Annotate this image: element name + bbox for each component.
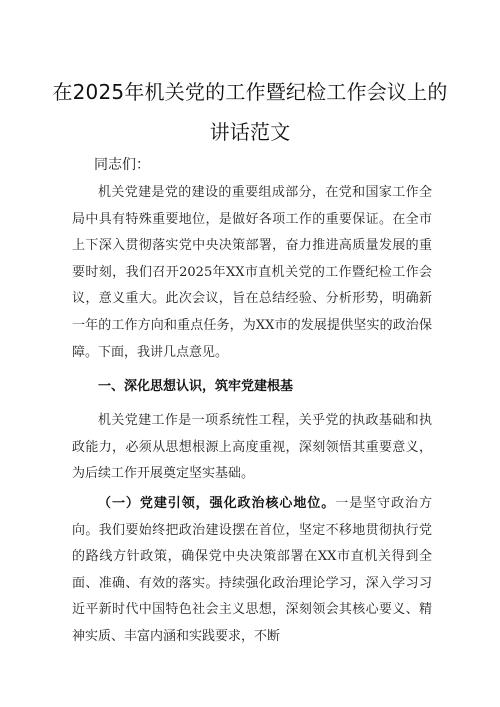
paragraph-subsection-1 <box>72 491 432 651</box>
paragraph-section-1: 机关党建工作是一项系统性工程，关乎党的执政基础和执政能力，必须从思想根源上高度重视，深刻领悟其重要意义，为后续工作开展奠定坚实基础。 <box>72 413 432 482</box>
document-title-line-2: 讲话范文 <box>209 120 291 144</box>
paragraph-intro: 机关党建是党的建设的重要组成部分，在党和国家工作全局中具有特殊重要地位，是做好各项工作的重要保证。在全市上下深入贯彻落实党中央决策部署，奋力推进高质量发展的重要时刻，我们召开2025年XX市直机关党的工作暨纪检工作会议，意义重大。此次会议，旨在总结经验、分析形势，明确新一年的工作方向和重点任务，为XX市的发展提供坚实的政治保障。下面，我讲几点意见。 <box>72 185 432 360</box>
section-heading-1: 一、深化思想认识，筑牢党建根基 <box>98 379 294 394</box>
paragraph-subsection-1-body: 一是坚守政治方向。我们要始终把政治建设摆在首位，坚定不移地贯彻执行党的路线方针政策，确保党中央决策部署在XX市直机关得到全面、准确、有效的落实。持续强化政治理论学习，深入学习习近平新时代中国特色社会主义思想，深刻领会其核心要义、精神实质、丰富内涵和实践要求，不断 <box>72 496 432 644</box>
greeting: 同志们： <box>94 157 150 173</box>
document-title-line-1: 在2025年机关党的工作暨纪检工作会议上的 <box>52 80 448 104</box>
sub-heading-1: （一）党建引领，强化政治核心地位。 <box>98 496 336 511</box>
